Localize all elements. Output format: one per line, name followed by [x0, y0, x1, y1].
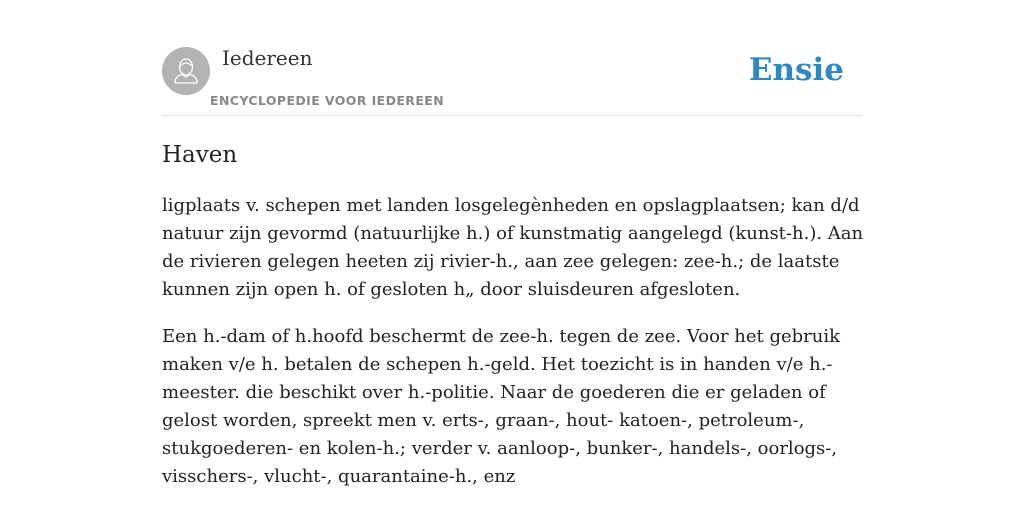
user-avatar-icon [162, 47, 210, 95]
article-title: Haven [162, 142, 238, 168]
article-paragraph: Een h.-dam of h.hoofd beschermt de zee-h. tegen de zee. Voor het gebruik maken v/e h. betalen de schepen h.-geld. Het toezicht is in handen v/e h.-meester. die beschikt over h.-politie. Naar de goederen die er geladen of gelost worden, spreekt men v. erts-, graan-, hout- katoen-, petroleum-, stukgoederen- en kolen-h.; verder v. aanloop-, bunker-, handels-, oorlogs-, visschers-, vlucht-, quarantaine-h., enz [162, 326, 841, 487]
site-logo[interactable]: Ensie [748, 52, 844, 88]
site-tagline: ENCYCLOPEDIE VOOR IEDEREEN [210, 93, 445, 108]
page-header [162, 0, 862, 116]
author-avatar[interactable] [162, 47, 210, 95]
article-paragraph: ligplaats v. schepen met landen losgelegènheden en opslagplaatsen; kan d/d natuur zijn gevormd (natuurlijke h.) of kunstmatig aangelegd (kunst-h.). Aan de rivieren gelegen heeten zij rivier-h., aan zee gelegen: zee-h.; de laatste kunnen zijn open h. of gesloten h„ door sluisdeuren afgesloten. [162, 195, 864, 300]
author-name[interactable]: Iedereen [222, 46, 313, 70]
article-page [162, 0, 864, 487]
